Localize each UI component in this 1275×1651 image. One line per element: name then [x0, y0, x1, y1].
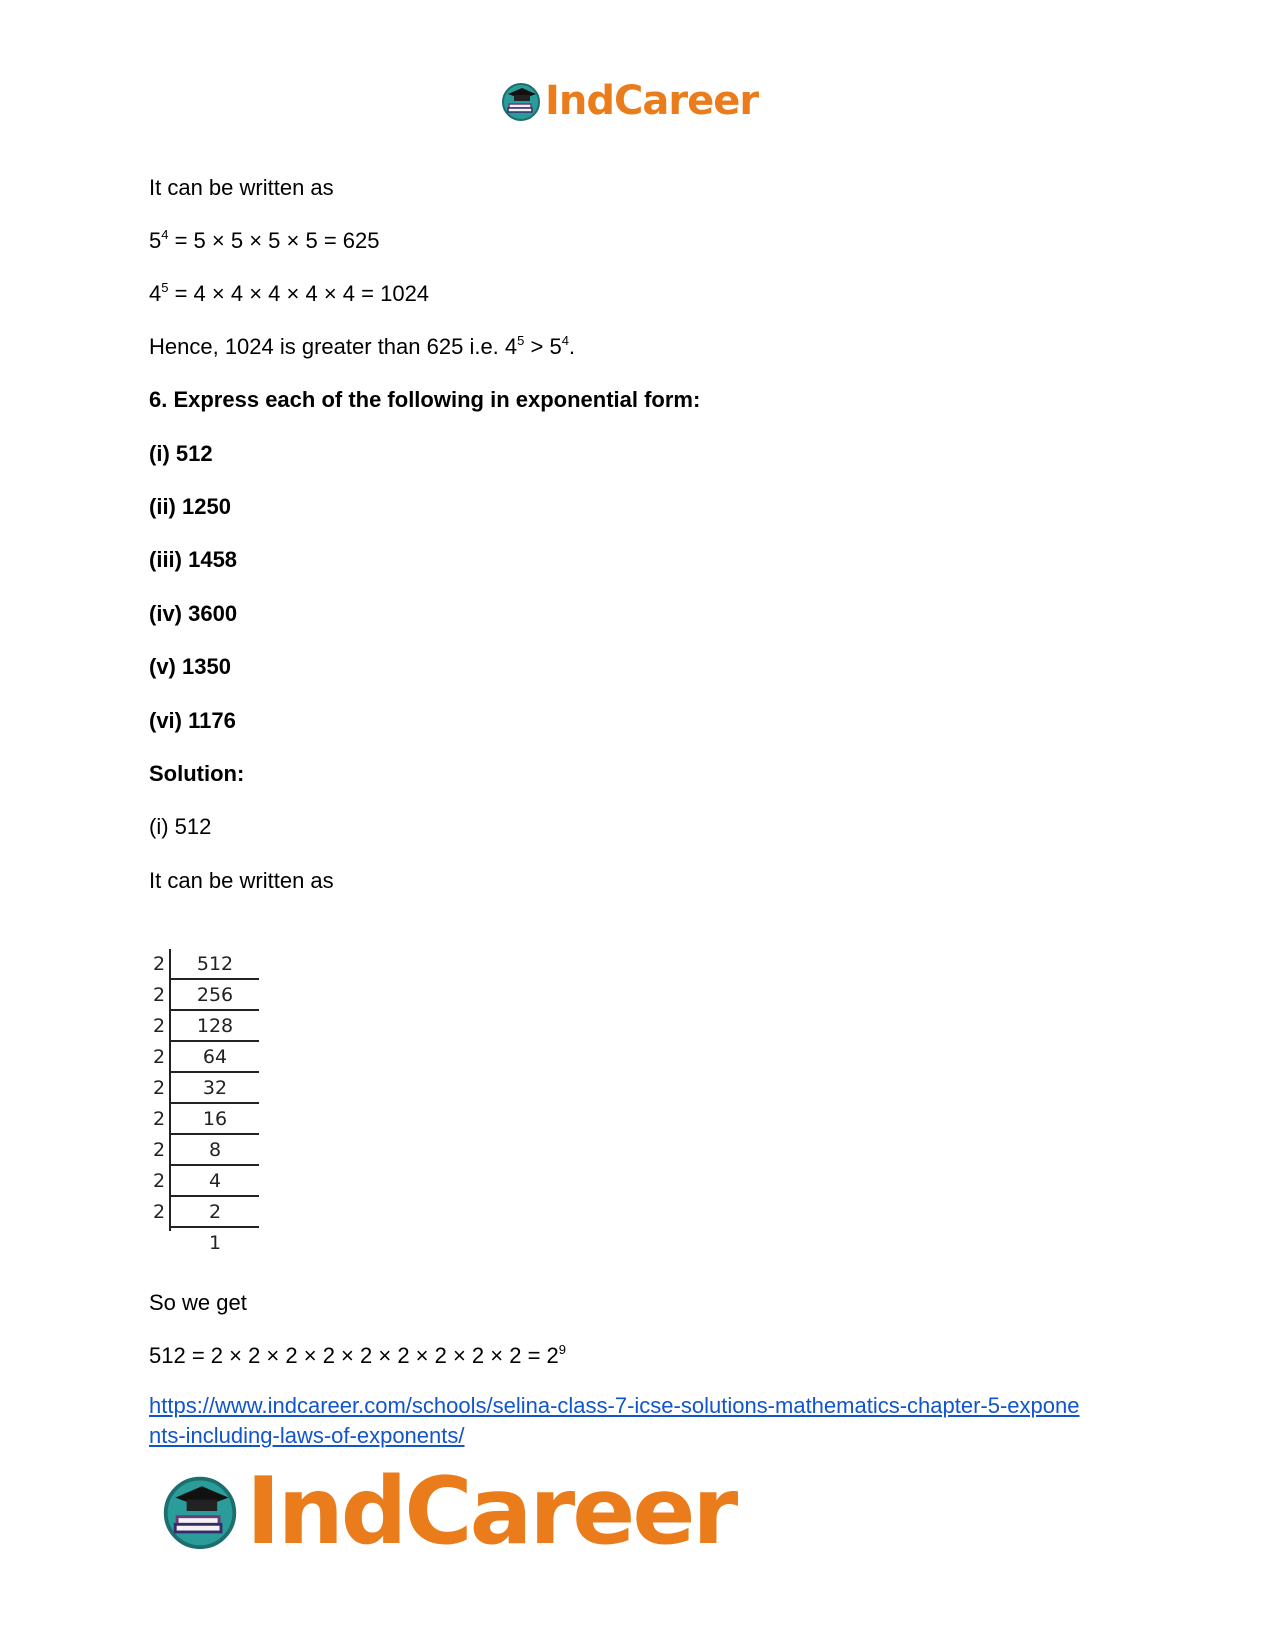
- division-row: 2 8: [149, 1135, 261, 1166]
- question-item: (v) 1350: [149, 654, 231, 679]
- division-ladder: [149, 949, 261, 1265]
- book-graduation-cap-globe-icon: [500, 80, 542, 122]
- equation-4-power-5: $4^5 = 4 \times 4 \times 4 \times 4 \times 4 = 1024$: [149, 280, 430, 306]
- paragraph: So we get: [149, 1290, 247, 1315]
- question-item: (iii) 1458: [149, 547, 238, 572]
- division-row: 2 256: [149, 980, 261, 1011]
- conclusion: Hence, 1024 is greater than 625 i.e. $4^5 > 5^4$.: [149, 333, 576, 359]
- header-logo: [500, 78, 758, 124]
- source-link[interactable]: [149, 1391, 1080, 1451]
- paragraph: It can be written as: [149, 868, 334, 893]
- question-item: (iv) 3600: [149, 601, 238, 626]
- solution-label: Solution:: [149, 761, 245, 786]
- source-link-line1[interactable]: https://www.indcareer.com/schools/selina-class-7-icse-solutions-mathematics-chapter-5-expone: [149, 1393, 1080, 1418]
- question-item: (i) 512: [149, 441, 213, 466]
- division-row: 2 4: [149, 1166, 261, 1197]
- question-item: (vi) 1176: [149, 708, 236, 733]
- footer-logo: [160, 1457, 735, 1565]
- division-row: 2 128: [149, 1011, 261, 1042]
- brand-wordmark: IndCareer: [545, 78, 759, 124]
- division-row: 2 2: [149, 1197, 261, 1228]
- division-row: 2 512: [149, 949, 261, 980]
- sub-question: (i) 512: [149, 814, 212, 839]
- paragraph: It can be written as: [149, 175, 334, 200]
- result-equation: $512 = 2 \times 2 \times 2 \times 2 \times 2 \times 2 \times 2 \times 2 \times 2 = 2^9$: [149, 1342, 567, 1368]
- division-row: 2 64: [149, 1042, 261, 1073]
- brand-wordmark: IndCareer: [246, 1457, 736, 1565]
- question-item: (ii) 1250: [149, 494, 231, 519]
- division-row: 2 16: [149, 1104, 261, 1135]
- equation-5-power-4: $5^4 = 5 \times 5 \times 5 \times 5 = 625$: [149, 227, 380, 253]
- book-graduation-cap-globe-icon: [160, 1471, 240, 1551]
- division-row: 2 32: [149, 1073, 261, 1104]
- division-final-row: 1: [208, 1232, 222, 1254]
- question-heading: 6. Express each of the following in exponential form:: [149, 387, 701, 412]
- source-link-line2[interactable]: nts-including-laws-of-exponents/: [149, 1423, 465, 1448]
